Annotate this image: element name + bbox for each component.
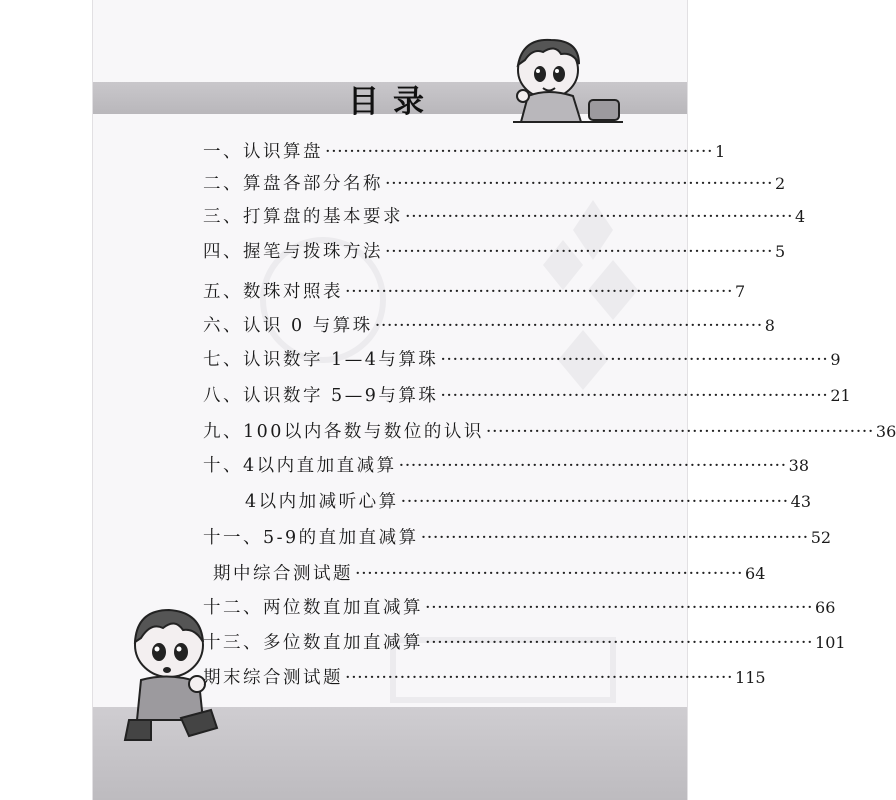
toc-item[interactable]: 二、算盘各部分名称 ································································ 2 bbox=[203, 174, 786, 194]
leader-dots: ································································ bbox=[405, 207, 794, 227]
book-page bbox=[92, 0, 896, 800]
toc-item[interactable]: 十一、5-9的直加直减算 ································································ 52 bbox=[203, 528, 832, 548]
toc-item[interactable]: 三、打算盘的基本要求 ································································ 4 bbox=[203, 207, 806, 227]
toc-item[interactable]: 一、认识算盘 ································································ 1 bbox=[203, 142, 726, 162]
leader-dots: ································································ bbox=[398, 456, 787, 476]
toc-item[interactable]: 十二、两位数直加直减算 ································································ 66 bbox=[203, 598, 836, 618]
leader-dots: ································································ bbox=[345, 668, 734, 688]
leader-dots: ································································ bbox=[325, 142, 714, 162]
toc-item[interactable]: 五、数珠对照表 ································································ 7 bbox=[203, 282, 746, 302]
leader-dots: ································································ bbox=[425, 633, 814, 653]
toc-item[interactable]: 六、认识 0 与算珠 ································································ 8 bbox=[203, 316, 775, 336]
leader-dots: ································································ bbox=[374, 316, 763, 336]
toc-item[interactable]: 4以内加减听心算 ································································ 43 bbox=[245, 492, 812, 512]
toc-item[interactable]: 十三、多位数直加直减算 ································································ 101 bbox=[203, 633, 846, 653]
leader-dots: ································································ bbox=[385, 242, 774, 262]
toc-item[interactable]: 七、认识数字 1—4与算珠 ································································ 9 bbox=[203, 350, 841, 370]
toc-item[interactable]: 九、100以内各数与数位的认识 ································································ 36 bbox=[203, 422, 896, 442]
leader-dots: ································································ bbox=[440, 386, 829, 406]
leader-dots: ································································ bbox=[355, 564, 744, 584]
leader-dots: ································································ bbox=[420, 528, 809, 548]
toc-item[interactable]: 期末综合测试题 ································································ 115 bbox=[203, 668, 766, 688]
toc-item[interactable]: 八、认识数字 5—9与算珠 ································································ 21 bbox=[203, 386, 851, 406]
table-of-contents bbox=[93, 0, 896, 800]
leader-dots: ································································ bbox=[485, 422, 874, 442]
toc-item[interactable]: 四、握笔与拨珠方法 ································································ 5 bbox=[203, 242, 786, 262]
toc-item[interactable]: 十、4以内直加直减算 ································································ 38 bbox=[203, 456, 810, 476]
page-title: 目录 bbox=[348, 83, 438, 120]
leader-dots: ································································ bbox=[440, 350, 829, 370]
leader-dots: ································································ bbox=[345, 282, 734, 302]
leader-dots: ································································ bbox=[385, 174, 774, 194]
leader-dots: ································································ bbox=[400, 492, 789, 512]
leader-dots: ································································ bbox=[425, 598, 814, 618]
toc-item[interactable]: 期中综合测试题 ································································ 64 bbox=[213, 564, 766, 584]
